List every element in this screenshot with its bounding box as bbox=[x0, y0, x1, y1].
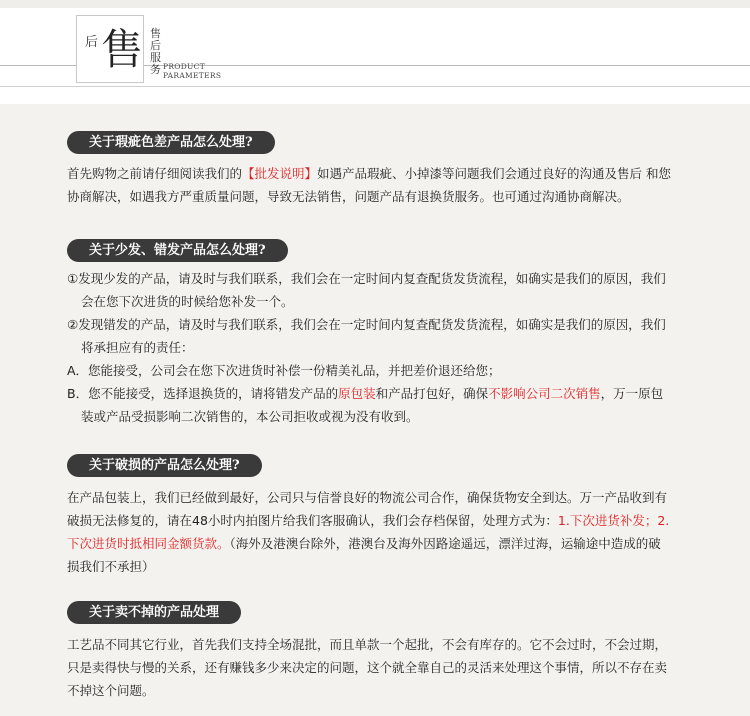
text-span: 如遇产品瑕疵、小掉漆等问题我们会通过良好的沟通及售后 和您 bbox=[317, 166, 672, 181]
logo-big-char: 售 bbox=[101, 25, 144, 74]
text-span: 和产品打包好，确保 bbox=[375, 386, 489, 401]
text-line: 在产品包装上，我们已经做到最好，公司只与信誉良好的物流公司合作，确保货物安全到达。万一产品收到有 bbox=[67, 490, 668, 505]
text-line bbox=[67, 532, 717, 555]
header-top-band bbox=[0, 0, 750, 8]
text-line: 协商解决，如遇我方严重质量问题，导致无法销售，问题产品有退换货服务。也可通过沟通协商解决。 bbox=[67, 189, 630, 204]
wholesale-notice-link: 【批发说明】 bbox=[242, 166, 318, 181]
logo-box bbox=[76, 15, 144, 83]
text-line: 装或产品受损影响二次销售的，本公司拒收或视为没有收到。 bbox=[81, 409, 419, 424]
logo-vertical-text: 售后服务 bbox=[150, 27, 161, 76]
section-body-missing-wrong bbox=[67, 267, 717, 428]
section-title-defects: 关于瑕疵色差产品怎么处理? bbox=[67, 131, 275, 154]
header bbox=[0, 0, 750, 104]
section-title-missing-wrong: 关于少发、错发产品怎么处理? bbox=[67, 239, 288, 262]
text-line: 将承担应有的责任： bbox=[81, 340, 194, 355]
highlight-resend: 1.下次进货补发；2. bbox=[557, 513, 670, 528]
logo-small-char: 后 bbox=[85, 35, 99, 50]
text-line: ①发现少发的产品，请及时与我们联系，我们会在一定时间内复查配货发货流程，如确实是我们的原因，我们 bbox=[67, 271, 666, 286]
text-span: 破损无法修复的，请在48小时内拍图片给我们客服确认，我们会存档保留，处理方式为： bbox=[67, 513, 558, 528]
text-line bbox=[67, 382, 717, 405]
section-body-defects bbox=[67, 162, 717, 208]
text-line: 会在您下次进货的时候给您补发一个。 bbox=[81, 294, 294, 309]
logo-english-line-2: PARAMETERS bbox=[163, 71, 222, 80]
text-line: ②发现错发的产品，请及时与我们联系，我们会在一定时间内复查配货发货流程，如确实是我们的原因，我们 bbox=[67, 317, 666, 332]
text-line: 损我们不承担） bbox=[67, 559, 155, 574]
text-line: 只是卖得快与慢的关系，还有赚钱多少来决定的问题，这个就全靠自己的灵活来处理这个事情，所以不存在卖 bbox=[67, 660, 668, 675]
section-body-unsold bbox=[67, 633, 717, 702]
section-title-damaged: 关于破损的产品怎么处理? bbox=[67, 454, 262, 477]
text-span: ，万一原包 bbox=[600, 386, 664, 401]
text-line: 工艺品不同其它行业，首先我们支持全场混批，而且单款一个起批，不会有库存的。它不会过时，不会过期， bbox=[67, 637, 668, 652]
text-span: 首先购物之前请仔细阅读我们的 bbox=[67, 166, 243, 181]
section-title-unsold: 关于卖不掉的产品处理 bbox=[67, 601, 241, 624]
text-line: 不掉这个问题。 bbox=[67, 683, 155, 698]
logo-english-text bbox=[163, 62, 221, 80]
logo-english-line-1: PRODUCT bbox=[163, 62, 206, 71]
text-line bbox=[67, 162, 717, 185]
text-span: B．您不能接受，选择退换货的，请将错发产品的 bbox=[67, 386, 339, 401]
text-line: A．您能接受，公司会在您下次进货时补偿一份精美礼品，并把差价退还给您； bbox=[67, 363, 501, 378]
highlight-original-package: 原包装 bbox=[338, 386, 376, 401]
section-body-damaged bbox=[67, 486, 717, 578]
text-line bbox=[67, 509, 717, 532]
highlight-no-resale-impact: 不影响公司二次销售 bbox=[488, 386, 601, 401]
text-span: （海外及港澳台除外，港澳台及海外因路途遥远，漂洋过海，运输途中造成的破 bbox=[229, 536, 661, 551]
header-divider-lower bbox=[0, 86, 750, 87]
highlight-credit: 下次进货时抵相同金额货款。 bbox=[67, 536, 230, 551]
